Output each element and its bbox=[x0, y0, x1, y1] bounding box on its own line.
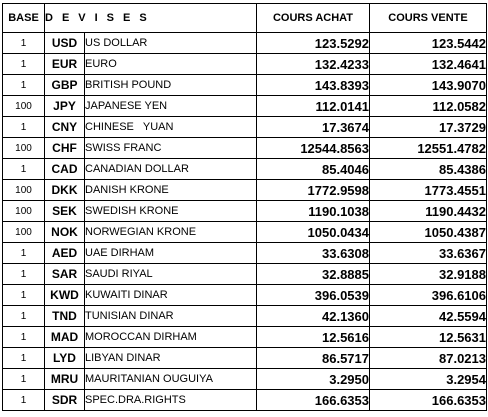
buy-rate: 85.4046 bbox=[257, 159, 370, 180]
buy-rate: 86.5717 bbox=[257, 348, 370, 369]
base-cell: 1 bbox=[3, 117, 45, 138]
buy-rate: 32.8885 bbox=[257, 264, 370, 285]
sell-rate: 87.0213 bbox=[370, 348, 487, 369]
table-row bbox=[3, 33, 487, 54]
sell-rate: 32.9188 bbox=[370, 264, 487, 285]
currency-code: SEK bbox=[45, 201, 85, 222]
buy-rate: 123.5292 bbox=[257, 33, 370, 54]
base-cell: 1 bbox=[3, 390, 45, 411]
buy-rate: 143.8393 bbox=[257, 75, 370, 96]
table-row bbox=[3, 75, 487, 96]
currency-code: GBP bbox=[45, 75, 85, 96]
base-cell: 100 bbox=[3, 180, 45, 201]
table-row bbox=[3, 390, 487, 411]
buy-rate: 1050.0434 bbox=[257, 222, 370, 243]
currency-name: NORWEGIAN KRONE bbox=[85, 222, 257, 243]
currency-code: SAR bbox=[45, 264, 85, 285]
currency-code: MAD bbox=[45, 327, 85, 348]
currency-code: MRU bbox=[45, 369, 85, 390]
buy-rate: 112.0141 bbox=[257, 96, 370, 117]
currency-name: JAPANESE YEN bbox=[85, 96, 257, 117]
table-row bbox=[3, 201, 487, 222]
currency-name: LIBYAN DINAR bbox=[85, 348, 257, 369]
sell-rate: 132.4641 bbox=[370, 54, 487, 75]
sell-rate: 1050.4387 bbox=[370, 222, 487, 243]
table-row bbox=[3, 243, 487, 264]
buy-rate: 17.3674 bbox=[257, 117, 370, 138]
buy-rate: 1190.1038 bbox=[257, 201, 370, 222]
currency-code: SDR bbox=[45, 390, 85, 411]
base-cell: 100 bbox=[3, 96, 45, 117]
sell-rate: 12.5631 bbox=[370, 327, 487, 348]
table-row bbox=[3, 264, 487, 285]
currency-code: CNY bbox=[45, 117, 85, 138]
currency-code: KWD bbox=[45, 285, 85, 306]
base-cell: 1 bbox=[3, 348, 45, 369]
sell-rate: 123.5442 bbox=[370, 33, 487, 54]
currency-code: AED bbox=[45, 243, 85, 264]
buy-rate: 12.5616 bbox=[257, 327, 370, 348]
currency-name: EURO bbox=[85, 54, 257, 75]
currency-name: CHINESE YUAN bbox=[85, 117, 257, 138]
currency-code: CHF bbox=[45, 138, 85, 159]
base-cell: 1 bbox=[3, 33, 45, 54]
currency-name: DANISH KRONE bbox=[85, 180, 257, 201]
header-row bbox=[3, 4, 487, 33]
sell-rate: 396.6106 bbox=[370, 285, 487, 306]
buy-rate: 12544.8563 bbox=[257, 138, 370, 159]
sell-rate: 85.4386 bbox=[370, 159, 487, 180]
sell-rate: 112.0582 bbox=[370, 96, 487, 117]
currency-code: TND bbox=[45, 306, 85, 327]
currency-name: MOROCCAN DIRHAM bbox=[85, 327, 257, 348]
buy-rate: 3.2950 bbox=[257, 369, 370, 390]
currency-name: SPEC.DRA.RIGHTS bbox=[85, 390, 257, 411]
sell-rate: 143.9070 bbox=[370, 75, 487, 96]
base-cell: 1 bbox=[3, 264, 45, 285]
base-cell: 1 bbox=[3, 285, 45, 306]
table-row bbox=[3, 117, 487, 138]
currency-code: EUR bbox=[45, 54, 85, 75]
table-row bbox=[3, 138, 487, 159]
table-row bbox=[3, 54, 487, 75]
base-cell: 1 bbox=[3, 54, 45, 75]
sell-rate: 3.2954 bbox=[370, 369, 487, 390]
base-cell: 1 bbox=[3, 369, 45, 390]
header-cours-vente: COURS VENTE bbox=[370, 4, 487, 33]
sell-rate: 12551.4782 bbox=[370, 138, 487, 159]
currency-name: TUNISIAN DINAR bbox=[85, 306, 257, 327]
currency-code: NOK bbox=[45, 222, 85, 243]
sell-rate: 42.5594 bbox=[370, 306, 487, 327]
base-cell: 1 bbox=[3, 159, 45, 180]
table-row bbox=[3, 306, 487, 327]
currency-name: CANADIAN DOLLAR bbox=[85, 159, 257, 180]
currency-code: JPY bbox=[45, 96, 85, 117]
buy-rate: 1772.9598 bbox=[257, 180, 370, 201]
currency-name: SWEDISH KRONE bbox=[85, 201, 257, 222]
table-row bbox=[3, 222, 487, 243]
currency-code: DKK bbox=[45, 180, 85, 201]
currency-code: CAD bbox=[45, 159, 85, 180]
buy-rate: 132.4233 bbox=[257, 54, 370, 75]
table-row bbox=[3, 96, 487, 117]
header-cours-achat: COURS ACHAT bbox=[257, 4, 370, 33]
table-row bbox=[3, 180, 487, 201]
base-cell: 100 bbox=[3, 201, 45, 222]
base-cell: 1 bbox=[3, 243, 45, 264]
currency-code: LYD bbox=[45, 348, 85, 369]
sell-rate: 1773.4551 bbox=[370, 180, 487, 201]
base-cell: 1 bbox=[3, 75, 45, 96]
exchange-rates-table bbox=[2, 3, 487, 411]
sell-rate: 33.6367 bbox=[370, 243, 487, 264]
sell-rate: 17.3729 bbox=[370, 117, 487, 138]
table-row bbox=[3, 327, 487, 348]
header-devises: DEVISES bbox=[45, 4, 257, 33]
header-base: BASE bbox=[3, 4, 45, 33]
currency-name: SAUDI RIYAL bbox=[85, 264, 257, 285]
currency-name: US DOLLAR bbox=[85, 33, 257, 54]
base-cell: 1 bbox=[3, 306, 45, 327]
table-row bbox=[3, 369, 487, 390]
table-row bbox=[3, 285, 487, 306]
currency-name: BRITISH POUND bbox=[85, 75, 257, 96]
base-cell: 100 bbox=[3, 138, 45, 159]
sell-rate: 166.6353 bbox=[370, 390, 487, 411]
base-cell: 100 bbox=[3, 222, 45, 243]
buy-rate: 42.1360 bbox=[257, 306, 370, 327]
currency-name: KUWAITI DINAR bbox=[85, 285, 257, 306]
table-row bbox=[3, 159, 487, 180]
base-cell: 1 bbox=[3, 327, 45, 348]
table-row bbox=[3, 348, 487, 369]
currency-name: MAURITANIAN OUGUIYA bbox=[85, 369, 257, 390]
sell-rate: 1190.4432 bbox=[370, 201, 487, 222]
currency-code: USD bbox=[45, 33, 85, 54]
buy-rate: 166.6353 bbox=[257, 390, 370, 411]
buy-rate: 33.6308 bbox=[257, 243, 370, 264]
currency-name: UAE DIRHAM bbox=[85, 243, 257, 264]
buy-rate: 396.0539 bbox=[257, 285, 370, 306]
currency-name: SWISS FRANC bbox=[85, 138, 257, 159]
